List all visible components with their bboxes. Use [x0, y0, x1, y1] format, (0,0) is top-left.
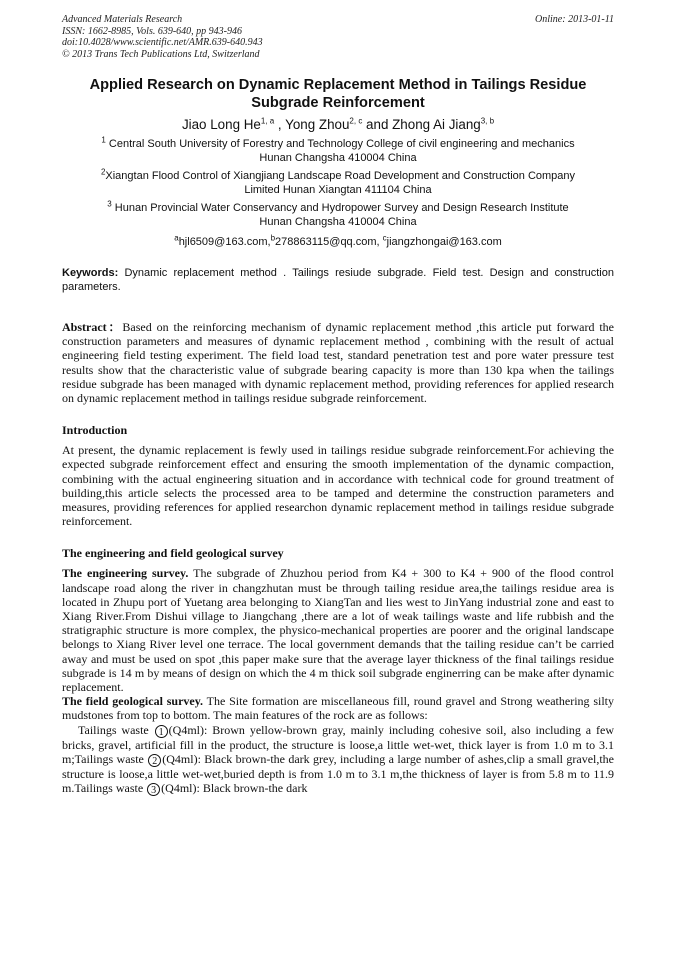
engineering-survey-paragraph — [62, 566, 614, 694]
affiliation-line: Central South University of Forestry and Technology College of civil engineering and mechanics — [105, 138, 575, 150]
field-survey-paragraph — [62, 694, 614, 722]
author-name: Jiao Long He — [181, 117, 261, 132]
affiliation-line: Hunan Provincial Water Conservancy and Hydropower Survey and Design Research Institute — [111, 202, 569, 214]
introduction-paragraph: At present, the dynamic replacement is fewly used in tailings residue subgrade reinforcement.For achieving the expected subgrade reinforcement effect and ensuring the smooth implementation of the dynamic compaction, combining with the actual engineering situation and in accordance with technical code for ground treatment of building,this article selects the processed area to be tamped and determine the construction parameters and measures, providing references for applied researchon dynamic replacement method in tailings residue subgrade reinforcement. — [62, 443, 614, 529]
email-address: 278863115@qq.com, — [275, 236, 383, 248]
affiliation-sup: 1 — [101, 135, 106, 145]
issn-line: ISSN: 1662-8985, Vols. 639-640, pp 943-946 — [62, 25, 242, 37]
abstract-block — [62, 320, 614, 405]
keywords-block — [62, 267, 614, 294]
affiliation-3 — [62, 201, 614, 229]
author-sup: 2, c — [349, 116, 363, 126]
online-date: Online: 2013-01-11 — [535, 14, 614, 25]
section-heading-introduction: Introduction — [62, 423, 128, 438]
email-address: jiangzhongai@163.com — [386, 236, 502, 248]
field-survey-label: The field geological survey. — [62, 694, 204, 709]
field-survey-text: The Site formation are miscellaneous fill, round gravel and Strong weathering silty mudstones from top to bottom. The main features of the rock are as follows: — [62, 694, 615, 723]
author-separator: , — [274, 117, 286, 132]
affiliation-sup: 2 — [100, 167, 106, 177]
keywords-label: Keywords: — [62, 267, 119, 279]
engineering-survey-text: The subgrade of Zhuzhou period from K4 + 300 to K4 + 900 of the flood control landscape road along the river in changzhutan must be through tailing residue area,the tailings residue area is located in Zhupu port of Yuetang area belonging to XiangTan and lies west to JinYang industrial zone and east to Xiang River.From Dishui village to Jiangchang ,there are a lot of weak tailings waste and life rubbish and the stratigraphic structure is more complex, the physico-mechanical properties are poorer and the original landscape belongs to Xiang River level one terrace. The local government demands that the tailing residue can’t be carried away and must be used on spot ,this paper make sure that the average layer thickness of the final tailings residue subgrade is 14 m by means of design on which the 4 m thick soil subgrade enginerring can be make after dynamic replacement. — [62, 566, 614, 695]
copyright-line: © 2013 Trans Tech Publications Ltd, Switzerland — [62, 48, 260, 60]
abstract-text: Based on the reinforcing mechanism of dynamic replacement method ,this article put forward the construction parameters and measures of dynamic replacement method , combining with the result of actual engineering field testing experiment. The field load test, standard penetration test and pore water pressure test results show that the characteristic value of subgrade bearing capacity is more than 130 kpa when the tailings residue subgrade has been managed with dynamic replacement method, providing references for applied research on dynamic replacement method in tailings residue subgrade reinforcement. — [62, 320, 614, 406]
affiliation-2 — [62, 169, 614, 197]
affiliation-line: Xiangtan Flood Control of Xiangjiang Landscape Road Development and Construction Company — [105, 170, 576, 182]
tailings-text: (Q4ml): Brown yellow-brown gray, mainly including cohesive soil, also including a few bricks, gravel, artificial fill in the product, the structure is loose,a little wet-wet, thick layer is from 1.0 m to 3.1 m;Tailings waste — [62, 722, 615, 766]
abstract-label: Abstract： — [62, 320, 123, 334]
paper-title: Applied Research on Dynamic Replacement Method in Tailings Residue Subgrade Reinforcement — [89, 77, 587, 111]
author-name: Yong Zhou — [285, 117, 350, 132]
section-heading-survey: The engineering and field geological survey — [62, 546, 284, 561]
affiliation-1 — [62, 137, 614, 165]
author-sup: 3, b — [480, 116, 495, 126]
affiliation-line: Hunan Changsha 410004 China — [259, 152, 417, 164]
email-sup: a — [174, 233, 179, 243]
email-sup: c — [382, 233, 387, 243]
affiliation-sup: 3 — [107, 199, 112, 209]
author-separator: and — [362, 117, 393, 132]
circled-number-2: 2 — [148, 754, 161, 767]
engineering-survey-label: The engineering survey. — [62, 566, 189, 581]
author-name: Zhong Ai Jiang — [392, 117, 481, 132]
journal-name: Advanced Materials Research — [62, 14, 183, 25]
email-line — [62, 235, 614, 249]
author-list — [62, 116, 614, 133]
affiliation-line: Hunan Changsha 410004 China — [259, 216, 417, 228]
author-sup: 1, a — [260, 116, 275, 126]
keywords-text: Dynamic replacement method . Tailings resiude subgrade. Field test. Design and construction parameters. — [62, 267, 614, 293]
doi-line: doi:10.4028/www.scientific.net/AMR.639-640.943 — [62, 37, 263, 48]
tailings-waste-paragraph — [62, 723, 614, 796]
journal-header — [62, 14, 614, 60]
email-address: hjl6509@163.com, — [178, 236, 271, 248]
tailings-text: (Q4ml): Black brown-the dark — [161, 781, 308, 796]
email-sup: b — [270, 233, 276, 243]
circled-number-1: 1 — [155, 725, 168, 738]
tailings-text: (Q4ml): Black brown-the dark grey, including a large number of ashes,clip a small gravel,the structure is loose,a little wet-wet,buried depth is from 1.0 m to 3.1 m,the thickness of layer is from 5.8 m to 11.9 m.Tailings waste — [62, 751, 615, 796]
tailings-text: Tailings waste — [78, 722, 154, 737]
circled-number-3: 3 — [147, 783, 160, 796]
affiliation-line: Limited Hunan Xiangtan 411104 China — [244, 184, 432, 196]
paper-page — [62, 14, 614, 796]
